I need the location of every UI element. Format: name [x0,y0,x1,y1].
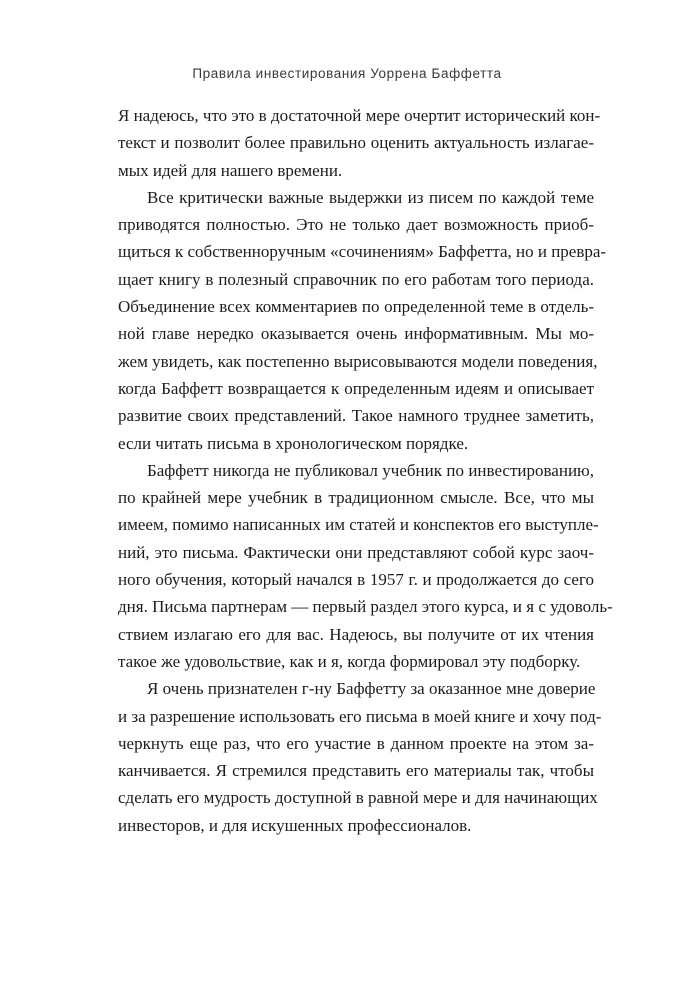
text-line: сделать его мудрость доступной в равной мере и для начинающих [118,788,598,808]
text-line: канчивается. Я стремился представить его материалы так, чтобы [118,761,594,781]
text-line: если читать письма в хронологическом порядке. [118,433,469,453]
text-line: ствием излагаю его для вас. Надеюсь, вы получите от их чтения [118,624,594,644]
text-line: и за разрешение использовать его письма в моей книге и хочу под- [118,706,602,726]
text-line: инвесторов, и для искушенных профессионалов. [118,815,472,835]
text-line: дня. Письма партнерам — первый раздел этого курса, и я с удоволь- [118,597,613,617]
running-header: Правила инвестирования Уоррена Баффетта [192,66,502,81]
text-line: по крайней мере учебник в традиционном смысле. Все, что мы [118,488,594,508]
text-line: Баффетт никогда не публиковал учебник по инвестированию, [147,460,594,480]
text-line: ной главе нередко оказывается очень информативным. Мы мо- [118,324,594,344]
text-line: имеем, помимо написанных им статей и конспектов его выступле- [118,515,599,535]
text-line: Все критически важные выдержки из писем по каждой теме [147,187,594,207]
text-line: такое же удовольствие, как и я, когда формировал эту подборку. [118,651,581,671]
text-line: ний, это письма. Фактически они представляют собой курс заоч- [118,542,594,562]
text-line: черкнуть еще раз, что его участие в данном проекте на этом за- [118,733,594,753]
text-line: Я очень признателен г-ну Баффетту за оказанное мне доверие [147,679,596,699]
text-line: Я надеюсь, что это в достаточной мере очертит исторический кон- [118,106,601,125]
text-line: развитие своих представлений. Такое намного труднее заметить, [118,406,594,426]
text-line: текст и позволит более правильно оценить актуальность излагае- [118,133,594,153]
text-line: мых идей для нашего времени. [118,160,343,180]
paragraph [118,457,613,675]
paragraph [118,184,607,457]
text-line: когда Баффетт возвращается к определенным идеям и описывает [118,378,594,398]
text-line: ного обучения, который начался в 1957 г. и продолжается до сего [118,570,594,590]
paragraph [118,675,602,839]
text-line: приводятся полностью. Это не только дает возможность приоб- [118,215,594,235]
text-line: жем увидеть, как постепенно вырисовываются модели поведения, [118,351,598,371]
text-line: щает книгу в полезный справочник по его работам того периода. [118,269,594,289]
paragraph [118,102,601,184]
text-line: щиться к собственноручным «сочинениям» Баффетта, но и превра- [118,242,607,262]
text-line: Объединение всех комментариев по определенной теме в отдель- [118,297,594,317]
body-text [118,102,613,839]
